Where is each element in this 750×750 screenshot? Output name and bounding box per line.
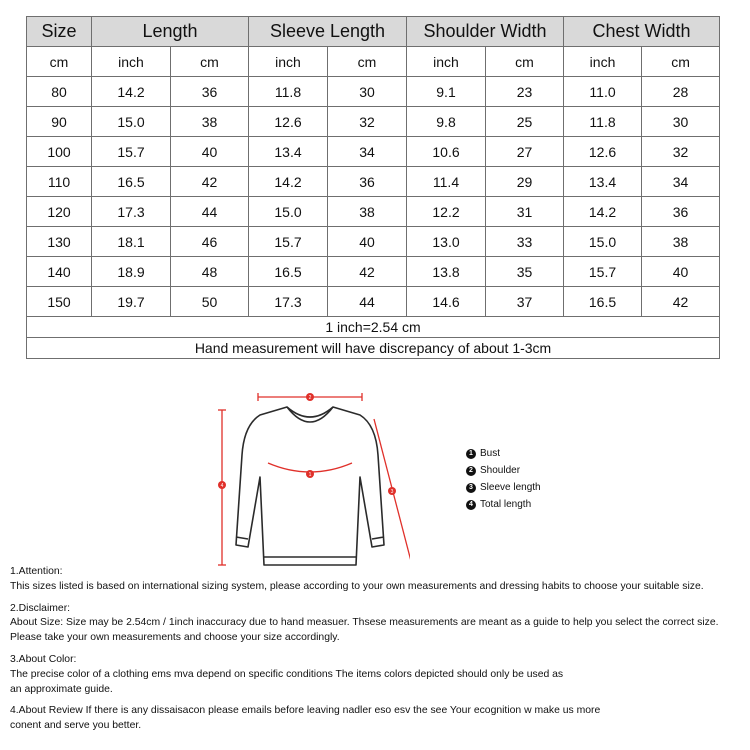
marker-label: 2 [308,395,312,401]
legend-item [466,445,541,462]
header-shoulder-width: Shoulder Width [407,17,564,47]
measurement-cell: 14.2 [249,167,328,197]
measurement-cell: 23 [486,77,564,107]
legend-label: Bust [480,448,501,459]
legend-item [466,479,541,496]
size-cell: 150 [27,287,92,317]
measurement-cell: 34 [642,167,720,197]
diagram-legend [466,445,541,513]
note-line: an approximate guide. [10,683,113,695]
measurement-cell: 18.9 [92,257,171,287]
marker-label: 4 [220,483,224,489]
legend-item [466,462,541,479]
header-size: Size [27,17,92,47]
unit-cell: inch [249,47,328,77]
measurement-cell: 30 [328,77,407,107]
note-attention [10,565,750,595]
header-chest-width: Chest Width [564,17,720,47]
measurement-cell: 15.7 [249,227,328,257]
table-row [27,257,720,287]
diagram-markers [218,393,396,495]
size-cell: 140 [27,257,92,287]
measurement-cell: 36 [328,167,407,197]
measurement-cell: 11.8 [249,77,328,107]
legend-label: Total length [480,499,532,510]
note-line: This sizes listed is based on international sizing system, please according to your own measurements and dressing habits to choose your suitable size. [10,580,704,592]
measurement-cell: 30 [642,107,720,137]
measurement-cell: 12.2 [407,197,486,227]
table-row [27,197,720,227]
unit-cell: inch [407,47,486,77]
discrepancy-note: Hand measurement will have discrepancy of about 1-3cm [27,338,720,359]
measurement-cell: 48 [171,257,249,287]
measurement-cell: 17.3 [92,197,171,227]
size-cell: 80 [27,77,92,107]
legend-label: Sleeve length [480,482,541,493]
table-row [27,167,720,197]
legend-item [466,496,541,513]
measurement-cell: 33 [486,227,564,257]
measurement-cell: 15.7 [92,137,171,167]
measurement-cell: 38 [171,107,249,137]
measurement-cell: 31 [486,197,564,227]
measurement-cell: 32 [642,137,720,167]
measurement-cell: 27 [486,137,564,167]
header-row [27,17,720,47]
discrepancy-row [27,338,720,359]
measurement-cell: 44 [171,197,249,227]
measurement-cell: 15.7 [564,257,642,287]
measurement-cell: 16.5 [92,167,171,197]
unit-cell: cm [486,47,564,77]
header-length: Length [92,17,249,47]
measurement-cell: 28 [642,77,720,107]
table-row [27,107,720,137]
measurement-cell: 46 [171,227,249,257]
note-title: 3.About Color: [10,653,77,665]
measurement-cell: 14.2 [564,197,642,227]
size-cell: 120 [27,197,92,227]
measurement-cell: 11.4 [407,167,486,197]
sweater-outline [236,407,384,565]
measurement-cell: 40 [171,137,249,167]
unit-cell: inch [564,47,642,77]
measurement-cell: 17.3 [249,287,328,317]
note-line: The precise color of a clothing ems mva depend on specific conditions The items colors depicted should only be used as [10,668,564,680]
unit-cell: cm [27,47,92,77]
measurement-cell: 50 [171,287,249,317]
unit-cell: cm [642,47,720,77]
measurement-cell: 12.6 [249,107,328,137]
measurement-cell: 40 [328,227,407,257]
table-row [27,227,720,257]
note-line: conent and serve you better. [10,720,142,732]
measurement-cell: 36 [642,197,720,227]
measurement-cell: 42 [171,167,249,197]
legend-label: Shoulder [480,465,521,476]
unit-row [27,47,720,77]
measurement-cell: 36 [171,77,249,107]
measurement-cell: 15.0 [92,107,171,137]
measurement-cell: 15.0 [564,227,642,257]
table-row [27,287,720,317]
unit-cell: cm [171,47,249,77]
measurement-cell: 19.7 [92,287,171,317]
measurement-cell: 42 [328,257,407,287]
table-row [27,137,720,167]
measurement-cell: 32 [328,107,407,137]
measurement-cell: 13.4 [249,137,328,167]
measurement-cell: 34 [328,137,407,167]
measurement-cell: 25 [486,107,564,137]
measurement-cell: 35 [486,257,564,287]
conversion-row [27,317,720,338]
note-line: Please take your own measurements and choose your size accordingly. [10,632,340,644]
measurement-cell: 14.2 [92,77,171,107]
measurement-cell: 29 [486,167,564,197]
note-title: 1.Attention: [10,566,63,577]
measurement-cell: 15.0 [249,197,328,227]
measurement-cell: 14.6 [407,287,486,317]
note-color [10,653,750,697]
unit-cell: cm [328,47,407,77]
measurement-cell: 13.0 [407,227,486,257]
note-line: About Size: Size may be 2.54cm / 1inch inaccuracy due to hand measuer. Thsese measurements are meant as a guide to help you select the correct size. [10,617,719,629]
measurement-cell: 13.4 [564,167,642,197]
note-review [10,704,750,734]
sweater-measurement-diagram [200,385,410,577]
measurement-cell: 38 [642,227,720,257]
note-disclaimer [10,602,750,646]
size-cell: 110 [27,167,92,197]
measurement-cell: 16.5 [564,287,642,317]
measurement-cell: 12.6 [564,137,642,167]
header-sleeve-length: Sleeve Length [249,17,407,47]
measurement-cell: 9.8 [407,107,486,137]
conversion-note: 1 inch=2.54 cm [27,317,720,338]
measurement-cell: 11.8 [564,107,642,137]
table-row [27,77,720,107]
number-badge-icon: 3 [466,483,476,493]
measurement-cell: 9.1 [407,77,486,107]
marker-label: 1 [308,472,312,478]
measurement-cell: 18.1 [92,227,171,257]
measurement-cell: 13.8 [407,257,486,287]
note-title: 2.Disclaimer: [10,602,71,614]
size-chart-table [26,16,720,359]
measurement-cell: 38 [328,197,407,227]
unit-cell: inch [92,47,171,77]
measurement-cell: 11.0 [564,77,642,107]
marker-label: 3 [390,489,394,495]
number-badge-icon: 1 [466,449,476,459]
note-line: 4.About Review If there is any dissaisacon please emails before leaving nadler eso esv the see Your ecognition w make us more [10,705,601,717]
notes-section [10,565,750,741]
measurement-cell: 44 [328,287,407,317]
measurement-cell: 16.5 [249,257,328,287]
size-cell: 100 [27,137,92,167]
number-badge-icon: 4 [466,500,476,510]
measurement-cell: 10.6 [407,137,486,167]
measurement-cell: 37 [486,287,564,317]
size-cell: 90 [27,107,92,137]
number-badge-icon: 2 [466,466,476,476]
measurement-cell: 40 [642,257,720,287]
measurement-cell: 42 [642,287,720,317]
size-cell: 130 [27,227,92,257]
